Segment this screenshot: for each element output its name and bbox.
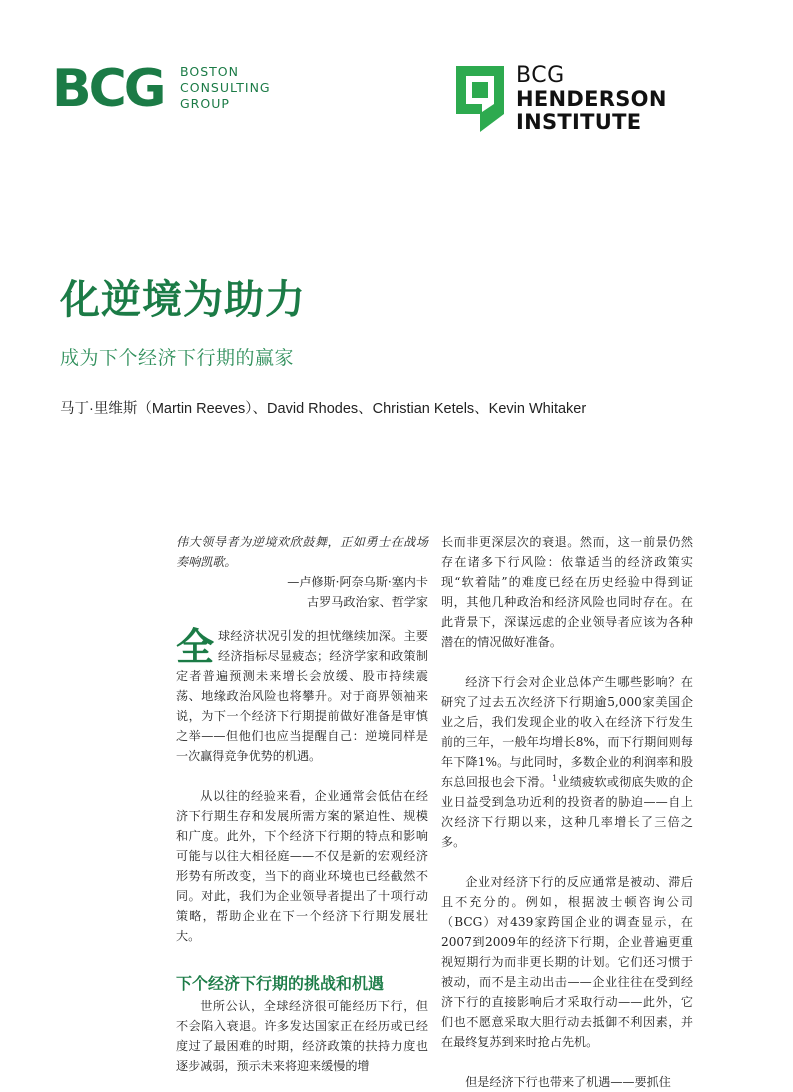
intro-paragraph-text: 球经济状况引发的担忧继续加深。主要经济指标尽显疲态；经济学家和政策制定者普遍预测未来增长会放缓、股市持续震荡、地缘政治风险也将攀升。对于商界领袖来说，为下一个经济下行期提前做好准备是审慎之举——但他们也应当提醒自己：逆境同样是一次赢得竞争优势的机遇。 [176, 629, 428, 763]
section-heading: 下个经济下行期的挑战和机遇 [176, 974, 385, 993]
svg-text:BCG: BCG [52, 62, 164, 112]
bhi-word-line: INSTITUTE [516, 110, 642, 134]
intro-paragraph [176, 626, 428, 766]
bcg-word-line: BOSTON [180, 64, 239, 79]
body-paragraph: 企业对经济下行的反应通常是被动、滞后且不充分的。例如，根据波士顿咨询公司（BCG）对439家跨国企业的调查显示，在2007到2009年的经济下行期，企业普遍更重视短期行为而非更长期的计划。它们还习惯于被动，而不是主动出击——企业往往在受到经济下行的直接影响后才采取行动——此外，它们也不愿意采取大胆行动去抵御不利因素，并在最终复苏到来时抢占先机。 [441, 875, 693, 1049]
bhi-logo [456, 64, 706, 134]
bcg-word-line: CONSULTING [180, 80, 271, 95]
bhi-word-line: HENDERSON [516, 87, 667, 111]
bcg-logo [52, 62, 292, 116]
epigraph-quote: 伟大领导者为逆境欢欣鼓舞，正如勇士在战场奏响凯歌。 [176, 535, 428, 569]
bhi-logo-mark-icon [456, 66, 504, 132]
body-paragraph: 世所公认，全球经济很可能经历下行，但不会陷入衰退。许多发达国家正在经历或已经度过了最困难的时期，经济政策的扶持力度也逐步减弱，预示未来将迎来缓慢的增 [176, 999, 428, 1073]
body-paragraph [441, 672, 693, 852]
page-subtitle: 成为下个经济下行期的赢家 [60, 347, 295, 369]
epigraph-attribution: —卢修斯·阿奈乌斯·塞内卡 [287, 575, 428, 589]
body-paragraph-text: 业绩疲软或彻底失败的企业日益受到急功近利的投资者的胁迫——自上次经济下行期以来，这种几率增长了三倍之多。 [441, 775, 693, 849]
right-column [441, 532, 693, 1092]
bhi-wordmark [516, 64, 667, 134]
author-line: 马丁·里维斯（Martin Reeves）、David Rhodes、Christian Ketels、Kevin Whitaker [60, 401, 587, 417]
bcg-wordmark [180, 64, 271, 112]
body-paragraph-text: 经济下行会对企业总体产生哪些影响？在研究了过去五次经济下行期逾5,000家美国企业之后，我们发现企业的收入在经济下行发生前的三年，一般年均增长8%，而下行期间则每年下降1%。与此同时，多数企业的利润率和股东总回报也会下滑。 [441, 675, 693, 789]
body-paragraph: 长而非更深层次的衰退。然而，这一前景仍然存在诸多下行风险：依靠适当的经济政策实现“软着陆”的难度已经在历史经验中得到证明，其他几种政治和经济风险也同时存在。在此背景下，深谋远虑的企业领导者应该为各种潜在的情况做好准备。 [441, 535, 693, 649]
bcg-word-line: GROUP [180, 96, 230, 111]
epigraph-attribution-title: 古罗马政治家、哲学家 [307, 595, 428, 609]
body-paragraph: 但是经济下行也带来了机遇——要抓住 [465, 1075, 671, 1089]
bhi-word-line: BCG [516, 63, 565, 88]
left-column [176, 532, 428, 1076]
drop-cap: 全 [176, 625, 215, 669]
bcg-logo-mark [52, 62, 170, 112]
page-title: 化逆境为助力 [60, 277, 306, 323]
footnote-marker[interactable]: 1 [552, 773, 558, 783]
body-paragraph: 从以往的经验来看，企业通常会低估在经济下行期生存和发展所需方案的紧迫性、规模和广度。此外，下个经济下行期的特点和影响可能与以往大相径庭——不仅是新的宏观经济形势有所改变，当下的商业环境也已经截然不同。对此，我们为企业领导者提出了十项行动策略，帮助企业在下一个经济下行期发展壮大。 [176, 789, 428, 943]
